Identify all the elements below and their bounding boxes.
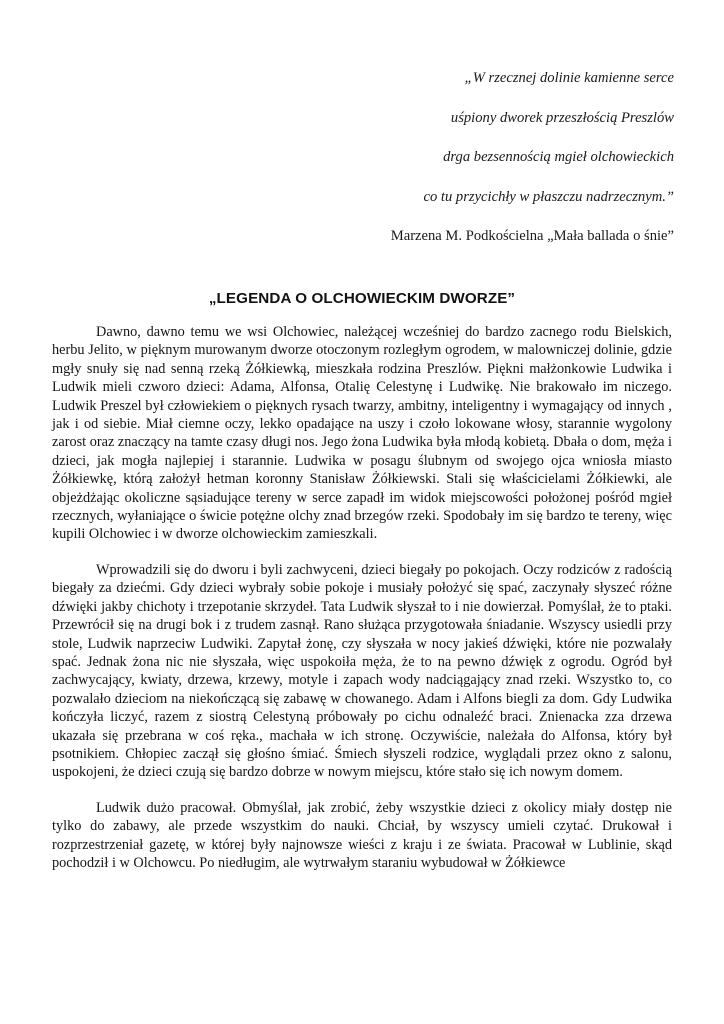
document-body <box>52 323 672 872</box>
epigraph-attribution: Marzena M. Podkościelna „Mała ballada o śnie” <box>390 228 674 244</box>
epigraph-line: „W rzecznej dolinie kamienne serce <box>464 70 674 86</box>
epigraph-line: co tu przycichły w płaszczu nadrzecznym.” <box>423 188 674 205</box>
document-title: „LEGENDA O OLCHOWIECKIM DWORZE” <box>208 290 516 307</box>
epigraph <box>254 68 674 246</box>
body-paragraph: Ludwik dużo pracował. Obmyślał, jak zrobić, żeby wszystkie dzieci z okolicy miały dostęp nie tylko do zabawy, ale przede wszystkim do nauki. Chciał, by wszyscy umieli czytać. Drukował i rozprzestrzeniał gazetę, w której były najnowsze wieści z kraju i ze świata. Pracował w Lublinie, skąd pochodził i w Olchowcu. Po niedługim, ale wytrwałym staraniu wybudował w Żółkiewce <box>52 799 672 871</box>
epigraph-line: uśpiony dworek przeszłością Preszlów <box>450 109 674 126</box>
body-paragraph: Wprowadzili się do dworu i byli zachwyceni, dzieci biegały po pokojach. Oczy rodziców z radością biegały za dziećmi. Gdy dzieci wybrały sobie pokoje i musiały położyć się spać, zaczynały słyszeć różne dźwięki jakby chichoty i trzepotanie skrzydeł. Tata Ludwik słyszał to i nie dowierzał. Pomyślał, że to ptaki. Przewrócił się na drugi bok i z trudem zasnął. Rano służąca przygotowała śniadanie. Wszyscy usiedli przy stole, Ludwik naprzeciw Ludwiki. Zapytał żonę, czy słyszała w nocy jakieś dźwięki, które nie pozwalały spać. Jednak żona nic nie słyszała, więc uspokoiła męża, że to na pewno dźwięk z ogrodu. Ogród był zachwycający, kwiaty, drzewa, krzewy, motyle i zapach wody nadciągający znad rzeki. Wszystko to, co pozwalało dzieciom na niekończącą się zabawę w chowanego. Adam i Alfons biegli za dom. Gdy Ludwika kończyła liczyć, razem z siostrą Celestyną próbowały po cichu odnaleźć braci. Znienacka zza drzewa ukazała się przebrana w coś ręka., machała w ich stronę. Oczywiście, należała do Alfonsa, który był psotnikiem. Chłopiec zaczął się głośno śmiać. Śmiech słyszeli rodzice, wyglądali przez okno z salonu, uspokojeni, że dzieci czują się bardzo dobrze w nowym miejscu, które stało się ich nowym domem. <box>52 561 672 781</box>
body-paragraph: Dawno, dawno temu we wsi Olchowiec, należącej wcześniej do bardzo zacnego rodu Bielskich, herbu Jelito, w pięknym murowanym dworze otoczonym rozległym ogrodem, w malowniczej dolinie, gdzie mgły snuły się nad senną rzeką Żółkiewką, mieszkała rodzina Preszlów. Piękni małżonkowie Ludwika i Ludwik mieli czworo dzieci: Adama, Alfonsa, Otalię Celestynę i Ludwikę. Nie brakowało im niczego. Ludwik Preszel był człowiekiem o pięknych rysach twarzy, ambitny, inteligentny i wymagający od innych , jak i od siebie. Miał ciemne oczy, lekko opadające na uszy i czoło lokowane włosy, starannie wygolony zarost oraz znaczący na tamte czasy długi nos. Jego żona Ludwika była młodą kobietą. Dbała o dom, męża i dzieci, jak mogła najlepiej i starannie. Ludwika w posagu ślubnym od swojego ojca wniosła miasto Żółkiewkę, którą założył hetman koronny Stanisław Żółkiewski. Stali się właścicielami Żółkiewki, ale objeżdżając okoliczne sąsiadujące tereny w serce zapadł im widok miejscowości położonej pośród mgieł rzecznych, wyłaniające o świcie potężne olchy znad brzegów rzeki. Spodobały im się bardzo te tereny, więc kupili Olchowiec i w dworze olchowieckim zamieszkali. <box>52 324 672 543</box>
epigraph-line: drga bezsennością mgieł olchowieckich <box>443 149 674 165</box>
